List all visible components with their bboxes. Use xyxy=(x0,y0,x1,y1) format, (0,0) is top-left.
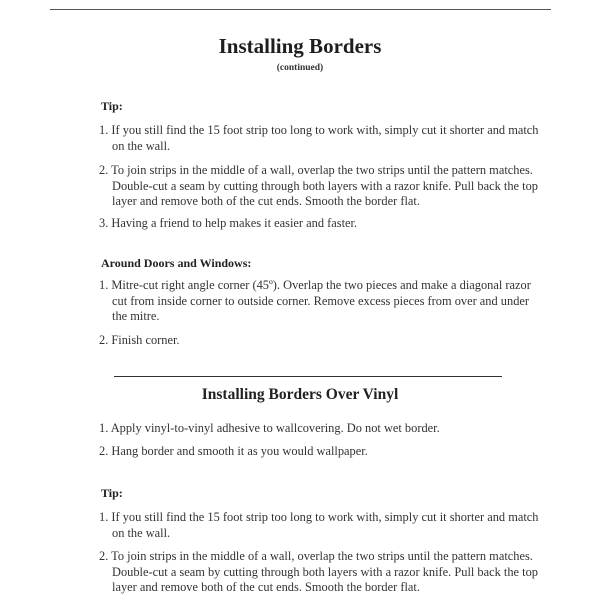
vinyl-item-2: 2. Hang border and smooth it as you would wallpaper. xyxy=(99,444,368,458)
tip2-item-1: 1. If you still find the 15 foot strip too long to work with, simply cut it shorter and match on the wall. xyxy=(99,510,539,540)
page-subtitle: (continued) xyxy=(276,63,324,73)
tip-item-2: 2. To join strips in the middle of a wall, overlap the two strips until the pattern matches. Double-cut a seam by cutting through both layers with a razor knife. Pull back the top layer and remove both of the cut ends. Smooth the border flat. xyxy=(99,163,538,208)
tip-item-1: 1. If you still find the 15 foot strip too long to work with, simply cut it shorter and match on the wall. xyxy=(99,123,539,153)
section-title-vinyl: Installing Borders Over Vinyl xyxy=(201,386,399,403)
top-divider xyxy=(50,9,551,10)
vinyl-item-1: 1. Apply vinyl-to-vinyl adhesive to wallcovering. Do not wet border. xyxy=(99,421,440,435)
tip-heading: Tip: xyxy=(101,99,123,113)
doors-item-2: 2. Finish corner. xyxy=(99,333,180,347)
page-title: Installing Borders xyxy=(218,34,382,58)
section-divider xyxy=(114,376,502,377)
tip-heading-2: Tip: xyxy=(101,486,123,500)
tip-item-3: 3. Having a friend to help makes it easier and faster. xyxy=(99,216,358,230)
tip2-item-2: 2. To join strips in the middle of a wall, overlap the two strips until the pattern matches. Double-cut a seam by cutting through both layers with a razor knife. Pull back the top layer and remove both of the cut ends. Smooth the border flat. xyxy=(99,549,538,594)
doors-item-1: 1. Mitre-cut right angle corner (45º). Overlap the two pieces and make a diagonal razor cut from inside corner to outside corner. Remove excess pieces from over and under the mitre. xyxy=(99,278,531,323)
doors-windows-heading: Around Doors and Windows: xyxy=(101,256,252,270)
